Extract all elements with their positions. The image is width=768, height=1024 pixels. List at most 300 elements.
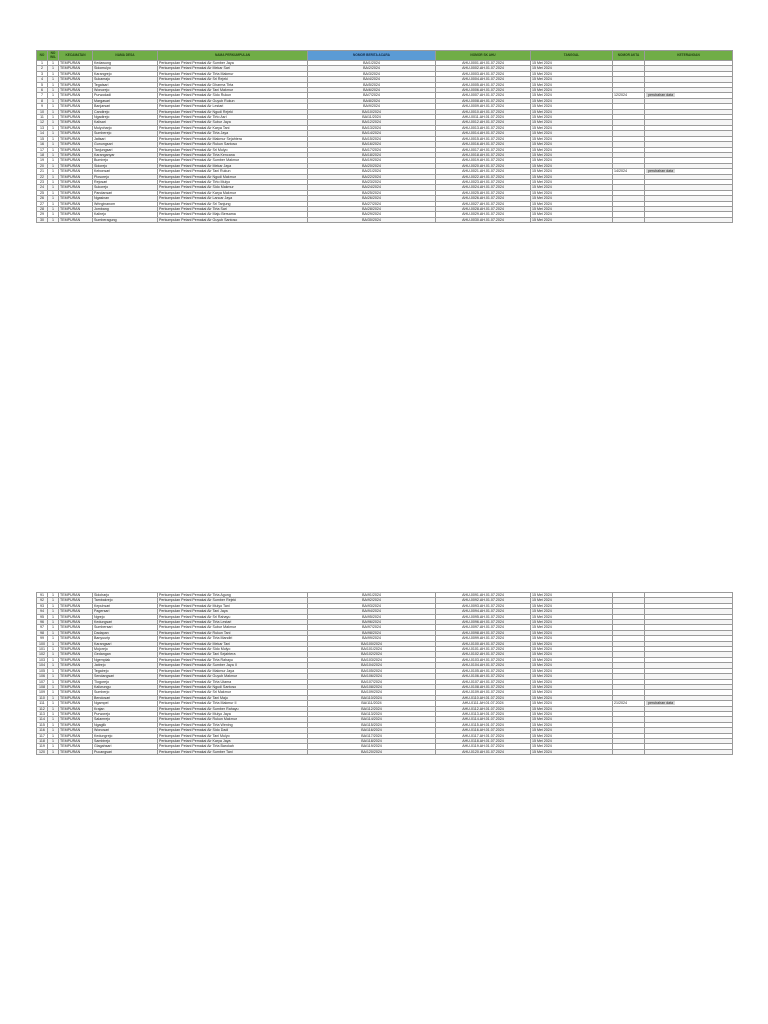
cell-wil: 1: [48, 98, 59, 103]
cell-kecamatan: TEMPURAN: [59, 174, 93, 179]
cell-nomor-ba: BA/13/2024: [308, 125, 436, 130]
cell-desa: Tegalrejo: [93, 668, 158, 673]
cell-nama: Perkumpulan Petani Pemakai Air Mekar Jaya: [158, 163, 308, 168]
cell-desa: Sumberjo: [93, 690, 158, 695]
cell-desa: Kedungrejo: [93, 733, 158, 738]
header-nama: NAMA PERKUMPULAN: [158, 51, 308, 61]
cell-kecamatan: TEMPURAN: [59, 147, 93, 152]
cell-desa: Bendosari: [93, 695, 158, 700]
cell-tanggal: 15 Mei 2024: [531, 125, 613, 130]
cell-tanggal: 15 Mei 2024: [531, 120, 613, 125]
cell-tanggal: 15 Mei 2024: [531, 109, 613, 114]
cell-nomor-ahu: AHU-0024.AH.01.07.2024: [436, 185, 531, 190]
cell-nama: Perkumpulan Petani Pemakai Air Tirta Kencana: [158, 152, 308, 157]
cell-nomor-ba: BA/104/2024: [308, 663, 436, 668]
cell-no: 113: [37, 711, 48, 716]
cell-tanggal: 15 Mei 2024: [531, 158, 613, 163]
cell-tanggal: 15 Mei 2024: [531, 711, 613, 716]
cell-tanggal: 15 Mei 2024: [531, 647, 613, 652]
cell-nomor-ahu: AHU-0097.AH.01.07.2024: [436, 625, 531, 630]
cell-nama: Perkumpulan Petani Pemakai Air Subur Makmur: [158, 625, 308, 630]
cell-desa: Krajan: [93, 706, 158, 711]
cell-no: 96: [37, 620, 48, 625]
cell-nama: Perkumpulan Petani Pemakai Air Mekar Tani: [158, 641, 308, 646]
cell-no: 118: [37, 738, 48, 743]
cell-nomor-ahu: AHU-0092.AH.01.07.2024: [436, 598, 531, 603]
cell-no: 23: [37, 179, 48, 184]
cell-kecamatan: TEMPURAN: [59, 71, 93, 76]
cell-nomor-akta: [613, 217, 645, 222]
cell-nomor-ahu: AHU-0026.AH.01.07.2024: [436, 196, 531, 201]
cell-wil: 1: [48, 136, 59, 141]
header-keterangan: KETERANGAN: [645, 51, 733, 61]
keterangan-highlight: perubahan data: [648, 169, 674, 174]
cell-no: 120: [37, 749, 48, 754]
cell-tanggal: 15 Mei 2024: [531, 738, 613, 743]
cell-desa: Candirejo: [93, 109, 158, 114]
cell-no: 10: [37, 109, 48, 114]
cell-no: 5: [37, 82, 48, 87]
cell-nomor-ahu: AHU-0029.AH.01.07.2024: [436, 212, 531, 217]
cell-no: 28: [37, 206, 48, 211]
cell-kecamatan: TEMPURAN: [59, 609, 93, 614]
cell-kecamatan: TEMPURAN: [59, 733, 93, 738]
cell-kecamatan: TEMPURAN: [59, 61, 93, 66]
cell-wil: 1: [48, 120, 59, 125]
cell-nomor-ba: BA/105/2024: [308, 668, 436, 673]
cell-wil: 1: [48, 744, 59, 749]
cell-nomor-ba: BA/101/2024: [308, 647, 436, 652]
cell-wil: 1: [48, 82, 59, 87]
cell-desa: Sukamaju: [93, 77, 158, 82]
cell-tanggal: 15 Mei 2024: [531, 77, 613, 82]
cell-nomor-ahu: AHU-0025.AH.01.07.2024: [436, 190, 531, 195]
cell-tanggal: 15 Mei 2024: [531, 131, 613, 136]
cell-nomor-ba: BA/6/2024: [308, 88, 436, 93]
cell-nomor-akta: 12/2024: [613, 93, 645, 98]
cell-kecamatan: TEMPURAN: [59, 711, 93, 716]
cell-nomor-ba: BA/20/2024: [308, 163, 436, 168]
cell-tanggal: 15 Mei 2024: [531, 598, 613, 603]
cell-nomor-ahu: AHU-0005.AH.01.07.2024: [436, 82, 531, 87]
cell-nomor-ba: BA/113/2024: [308, 711, 436, 716]
cell-desa: Kedawung: [93, 61, 158, 66]
cell-nama: Perkumpulan Petani Pemakai Air Sido Rukun: [158, 93, 308, 98]
cell-no: 114: [37, 717, 48, 722]
cell-desa: Kalirejo: [93, 212, 158, 217]
cell-no: 94: [37, 609, 48, 614]
cell-nomor-ahu: AHU-0118.AH.01.07.2024: [436, 738, 531, 743]
cell-kecamatan: TEMPURAN: [59, 749, 93, 754]
cell-desa: Bumirejo: [93, 158, 158, 163]
cell-desa: Banjarsari: [93, 104, 158, 109]
cell-nomor-ahu: AHU-0116.AH.01.07.2024: [436, 728, 531, 733]
table-header-row: [37, 51, 733, 61]
cell-desa: Sumberejo: [93, 131, 158, 136]
cell-no: 93: [37, 603, 48, 608]
cell-wil: 1: [48, 61, 59, 66]
cell-nama: Perkumpulan Petani Pemakai Air Dharma Tirta: [158, 82, 308, 87]
cell-nomor-ba: BA/11/2024: [308, 115, 436, 120]
cell-kecamatan: TEMPURAN: [59, 652, 93, 657]
cell-nama: Perkumpulan Petani Pemakai Air Guyub Rukun: [158, 98, 308, 103]
header-kecamatan: KECAMATAN: [59, 51, 93, 61]
cell-nama: Perkumpulan Petani Pemakai Air Tirto Asri: [158, 115, 308, 120]
cell-nomor-ba: BA/119/2024: [308, 744, 436, 749]
cell-desa: Purworejo: [93, 711, 158, 716]
cell-nomor-ba: BA/7/2024: [308, 93, 436, 98]
cell-tanggal: 15 Mei 2024: [531, 684, 613, 689]
cell-nomor-ba: BA/25/2024: [308, 190, 436, 195]
cell-desa: Sidorejo: [93, 163, 158, 168]
data-table-top: [36, 50, 733, 223]
cell-kecamatan: TEMPURAN: [59, 104, 93, 109]
cell-tanggal: 15 Mei 2024: [531, 701, 613, 706]
cell-nomor-ba: BA/110/2024: [308, 695, 436, 700]
cell-nomor-ahu: AHU-0108.AH.01.07.2024: [436, 684, 531, 689]
cell-kecamatan: TEMPURAN: [59, 115, 93, 120]
cell-kecamatan: TEMPURAN: [59, 163, 93, 168]
cell-kecamatan: TEMPURAN: [59, 722, 93, 727]
cell-tanggal: 15 Mei 2024: [531, 61, 613, 66]
cell-keterangan: [645, 217, 733, 222]
cell-no: 2: [37, 66, 48, 71]
cell-kecamatan: TEMPURAN: [59, 152, 93, 157]
cell-tanggal: 15 Mei 2024: [531, 728, 613, 733]
cell-desa: Jatisari: [93, 136, 158, 141]
cell-kecamatan: TEMPURAN: [59, 614, 93, 619]
cell-kecamatan: TEMPURAN: [59, 647, 93, 652]
cell-desa: Sumberagung: [93, 217, 158, 222]
cell-wil: 1: [48, 93, 59, 98]
header-tanggal: TANGGAL: [531, 51, 613, 61]
spreadsheet-page-bottom: [36, 592, 732, 755]
cell-nomor-ba: BA/109/2024: [308, 690, 436, 695]
cell-nama: Perkumpulan Petani Pemakai Air Tani Sejahtera: [158, 652, 308, 657]
cell-wil: 1: [48, 88, 59, 93]
cell-no: 14: [37, 131, 48, 136]
cell-nama: Perkumpulan Petani Pemakai Air Sido Mulyo: [158, 647, 308, 652]
cell-nama: Perkumpulan Petani Pemakai Air Lancar Jaya: [158, 196, 308, 201]
cell-tanggal: 15 Mei 2024: [531, 722, 613, 727]
cell-nomor-ahu: AHU-0006.AH.01.07.2024: [436, 88, 531, 93]
cell-no: 1: [37, 61, 48, 66]
cell-nama: Perkumpulan Petani Pemakai Air Ngudi Makmur: [158, 174, 308, 179]
cell-wil: 1: [48, 593, 59, 598]
cell-nomor-ba: BA/91/2024: [308, 593, 436, 598]
cell-nomor-ahu: AHU-0013.AH.01.07.2024: [436, 125, 531, 130]
cell-no: 3: [37, 71, 48, 76]
cell-desa: Ngasinan: [93, 196, 158, 201]
cell-nomor-ahu: AHU-0016.AH.01.07.2024: [436, 142, 531, 147]
table-row: [37, 217, 733, 222]
cell-desa: Wringinanom: [93, 201, 158, 206]
cell-nomor-ahu: AHU-0093.AH.01.07.2024: [436, 603, 531, 608]
cell-nomor-ba: BA/106/2024: [308, 674, 436, 679]
cell-nama: Perkumpulan Petani Pemakai Air Karya Tani: [158, 125, 308, 130]
cell-nomor-ba: BA/118/2024: [308, 738, 436, 743]
cell-nomor-ahu: AHU-0004.AH.01.07.2024: [436, 77, 531, 82]
cell-nama: Perkumpulan Petani Pemakai Air Subur Jaya: [158, 120, 308, 125]
cell-nama: Perkumpulan Petani Pemakai Air Tirta Wening: [158, 722, 308, 727]
cell-tanggal: 15 Mei 2024: [531, 652, 613, 657]
cell-tanggal: 15 Mei 2024: [531, 196, 613, 201]
cell-nama: Perkumpulan Petani Pemakai Air Guyub Santoso: [158, 217, 308, 222]
cell-nomor-ahu: AHU-0022.AH.01.07.2024: [436, 174, 531, 179]
cell-nama: Perkumpulan Petani Pemakai Air Tirto Mulyo: [158, 179, 308, 184]
cell-nomor-ahu: AHU-0019.AH.01.07.2024: [436, 158, 531, 163]
cell-wil: 1: [48, 684, 59, 689]
cell-nama: Perkumpulan Petani Pemakai Air Tani Maju: [158, 695, 308, 700]
cell-desa: Karangrejo: [93, 71, 158, 76]
cell-kecamatan: TEMPURAN: [59, 663, 93, 668]
cell-kecamatan: TEMPURAN: [59, 690, 93, 695]
cell-wil: 1: [48, 190, 59, 195]
cell-nomor-ba: BA/92/2024: [308, 598, 436, 603]
cell-nomor-ahu: AHU-0101.AH.01.07.2024: [436, 647, 531, 652]
cell-no: 15: [37, 136, 48, 141]
cell-kecamatan: TEMPURAN: [59, 630, 93, 635]
cell-tanggal: 15 Mei 2024: [531, 98, 613, 103]
cell-wil: 1: [48, 620, 59, 625]
cell-nomor-ba: BA/97/2024: [308, 625, 436, 630]
table-body-top: [37, 61, 733, 223]
cell-nomor-ba: BA/22/2024: [308, 174, 436, 179]
cell-no: 107: [37, 679, 48, 684]
data-table-bottom: [36, 592, 733, 755]
cell-tanggal: 15 Mei 2024: [531, 717, 613, 722]
cell-nomor-ahu: AHU-0098.AH.01.07.2024: [436, 630, 531, 635]
cell-nama: Perkumpulan Petani Pemakai Air Karya Makmur: [158, 190, 308, 195]
cell-no: 25: [37, 190, 48, 195]
cell-wil: 1: [48, 201, 59, 206]
cell-no: 26: [37, 196, 48, 201]
cell-nama: Perkumpulan Petani Pemakai Air Tirta Rahayu: [158, 657, 308, 662]
cell-desa: Sidomulyo: [93, 66, 158, 71]
cell-nomor-ba: BA/15/2024: [308, 136, 436, 141]
cell-kecamatan: TEMPURAN: [59, 88, 93, 93]
cell-wil: 1: [48, 104, 59, 109]
cell-nomor-ba: BA/10/2024: [308, 109, 436, 114]
cell-nama: Perkumpulan Petani Pemakai Air Tirta Lestari: [158, 620, 308, 625]
cell-no: 20: [37, 163, 48, 168]
cell-nomor-akta: 14/2024: [613, 169, 645, 174]
cell-nomor-ahu: AHU-0103.AH.01.07.2024: [436, 657, 531, 662]
cell-nomor-ahu: AHU-0102.AH.01.07.2024: [436, 652, 531, 657]
cell-kecamatan: TEMPURAN: [59, 82, 93, 87]
cell-no: 21: [37, 169, 48, 174]
cell-nama: Perkumpulan Petani Pemakai Air Mekar Sari: [158, 66, 308, 71]
cell-nomor-ba: BA/16/2024: [308, 142, 436, 147]
cell-tanggal: 15 Mei 2024: [531, 88, 613, 93]
cell-nomor-ba: BA/23/2024: [308, 179, 436, 184]
cell-nomor-ba: BA/117/2024: [308, 733, 436, 738]
cell-kecamatan: TEMPURAN: [59, 212, 93, 217]
cell-nomor-ahu: AHU-0112.AH.01.07.2024: [436, 706, 531, 711]
cell-tanggal: 15 Mei 2024: [531, 679, 613, 684]
cell-nomor-ba: BA/120/2024: [308, 749, 436, 754]
cell-nomor-ahu: AHU-0095.AH.01.07.2024: [436, 614, 531, 619]
cell-wil: 1: [48, 131, 59, 136]
cell-tanggal: 15 Mei 2024: [531, 620, 613, 625]
cell-nomor-ahu: AHU-0104.AH.01.07.2024: [436, 663, 531, 668]
cell-desa: Kalisari: [93, 120, 158, 125]
cell-wil: 1: [48, 657, 59, 662]
cell-nama: Perkumpulan Petani Pemakai Air Sumber Makmur: [158, 158, 308, 163]
header-nomor-ahu: NOMOR SK AHU: [436, 51, 531, 61]
cell-tanggal: 15 Mei 2024: [531, 115, 613, 120]
cell-kecamatan: TEMPURAN: [59, 98, 93, 103]
cell-nomor-ba: BA/93/2024: [308, 603, 436, 608]
cell-nama: Perkumpulan Petani Pemakai Air Tirta Makmur II: [158, 701, 308, 706]
cell-no: 11: [37, 115, 48, 120]
cell-no: 111: [37, 701, 48, 706]
cell-nomor-ba: BA/108/2024: [308, 684, 436, 689]
cell-no: 105: [37, 668, 48, 673]
cell-nomor-ahu: AHU-0017.AH.01.07.2024: [436, 147, 531, 152]
cell-desa: Tegalsari: [93, 82, 158, 87]
cell-nomor-ahu: AHU-0099.AH.01.07.2024: [436, 636, 531, 641]
cell-tanggal: 15 Mei 2024: [531, 71, 613, 76]
cell-wil: 1: [48, 185, 59, 190]
table-body-bottom: [37, 593, 733, 755]
cell-tanggal: 15 Mei 2024: [531, 744, 613, 749]
cell-nomor-ba: BA/3/2024: [308, 71, 436, 76]
cell-nama: Perkumpulan Petani Pemakai Air Guyub Makmur: [158, 674, 308, 679]
cell-nama: Perkumpulan Petani Pemakai Air Rukun Tani: [158, 630, 308, 635]
cell-wil: 1: [48, 603, 59, 608]
cell-nomor-ba: BA/114/2024: [308, 717, 436, 722]
cell-no: 112: [37, 706, 48, 711]
cell-kecamatan: TEMPURAN: [59, 142, 93, 147]
cell-nomor-ba: BA/29/2024: [308, 212, 436, 217]
keterangan-highlight: perubahan data: [648, 701, 674, 706]
cell-nomor-ahu: AHU-0012.AH.01.07.2024: [436, 120, 531, 125]
cell-nomor-ba: BA/14/2024: [308, 131, 436, 136]
cell-wil: 1: [48, 147, 59, 152]
cell-nomor-ahu: AHU-0109.AH.01.07.2024: [436, 690, 531, 695]
cell-kecamatan: TEMPURAN: [59, 657, 93, 662]
cell-nomor-ahu: AHU-0110.AH.01.07.2024: [436, 695, 531, 700]
cell-kecamatan: TEMPURAN: [59, 717, 93, 722]
cell-nomor-ba: BA/17/2024: [308, 147, 436, 152]
cell-wil: 1: [48, 652, 59, 657]
cell-kecamatan: TEMPURAN: [59, 77, 93, 82]
cell-nomor-ba: BA/19/2024: [308, 158, 436, 163]
cell-no: 119: [37, 744, 48, 749]
cell-wil: 1: [48, 174, 59, 179]
cell-nama: Perkumpulan Petani Pemakai Air Sri Makmur: [158, 690, 308, 695]
cell-wil: 1: [48, 690, 59, 695]
cell-tanggal: 15 Mei 2024: [531, 174, 613, 179]
cell-desa: Jatirejo: [93, 663, 158, 668]
cell-tanggal: 15 Mei 2024: [531, 185, 613, 190]
cell-kecamatan: TEMPURAN: [59, 185, 93, 190]
cell-no: 97: [37, 625, 48, 630]
cell-wil: 1: [48, 598, 59, 603]
cell-no: 13: [37, 125, 48, 130]
cell-no: 99: [37, 636, 48, 641]
cell-tanggal: 15 Mei 2024: [531, 163, 613, 168]
cell-nama: Perkumpulan Petani Pemakai Air Sumber Rahayu: [158, 706, 308, 711]
cell-wil: 1: [48, 663, 59, 668]
cell-wil: 1: [48, 674, 59, 679]
cell-nomor-ba: BA/8/2024: [308, 98, 436, 103]
cell-desa: Ngemplak: [93, 657, 158, 662]
cell-kecamatan: TEMPURAN: [59, 169, 93, 174]
cell-nomor-ahu: AHU-0018.AH.01.07.2024: [436, 152, 531, 157]
cell-tanggal: 15 Mei 2024: [531, 733, 613, 738]
cell-nomor-ba: BA/5/2024: [308, 82, 436, 87]
cell-nomor-ba: BA/100/2024: [308, 641, 436, 646]
cell-nama: Perkumpulan Petani Pemakai Air Sri Tanjung: [158, 201, 308, 206]
cell-desa: Sumbersari: [93, 625, 158, 630]
cell-keterangan: [645, 749, 733, 754]
cell-desa: Rejosari: [93, 179, 158, 184]
cell-desa: Banyuurip: [93, 636, 158, 641]
cell-no: 103: [37, 657, 48, 662]
cell-desa: Kedungsari: [93, 620, 158, 625]
cell-nama: Perkumpulan Petani Pemakai Air Tirta Jaya: [158, 131, 308, 136]
cell-desa: Tanjungsari: [93, 147, 158, 152]
cell-nomor-ba: BA/98/2024: [308, 630, 436, 635]
cell-nomor-ahu: AHU-0007.AH.01.07.2024: [436, 93, 531, 98]
cell-kecamatan: TEMPURAN: [59, 668, 93, 673]
cell-nomor-ba: BA/21/2024: [308, 169, 436, 174]
cell-nomor-ahu: AHU-0020.AH.01.07.2024: [436, 163, 531, 168]
cell-tanggal: 15 Mei 2024: [531, 147, 613, 152]
cell-no: 6: [37, 88, 48, 93]
cell-kecamatan: TEMPURAN: [59, 136, 93, 141]
cell-wil: 1: [48, 71, 59, 76]
cell-desa: Karangsari: [93, 641, 158, 646]
cell-nomor-ahu: AHU-0030.AH.01.07.2024: [436, 217, 531, 222]
cell-desa: Tlogorejo: [93, 679, 158, 684]
cell-kecamatan: TEMPURAN: [59, 190, 93, 195]
cell-nomor-ba: BA/111/2024: [308, 701, 436, 706]
cell-nama: Perkumpulan Petani Pemakai Air Sumber Jaya: [158, 61, 308, 66]
cell-nomor-ba: BA/107/2024: [308, 679, 436, 684]
cell-kecamatan: TEMPURAN: [59, 217, 93, 222]
cell-no: 117: [37, 733, 48, 738]
cell-wil: 1: [48, 695, 59, 700]
cell-kecamatan: TEMPURAN: [59, 684, 93, 689]
cell-desa: Purwodadi: [93, 93, 158, 98]
cell-no: 95: [37, 614, 48, 619]
table-row: [37, 749, 733, 754]
cell-nomor-ahu: AHU-0001.AH.01.07.2024: [436, 61, 531, 66]
cell-tanggal: 15 Mei 2024: [531, 82, 613, 87]
cell-nomor-ba: BA/28/2024: [308, 206, 436, 211]
cell-nama: Perkumpulan Petani Pemakai Air Sumber Jaya II: [158, 663, 308, 668]
cell-tanggal: 15 Mei 2024: [531, 603, 613, 608]
cell-tanggal: 15 Mei 2024: [531, 142, 613, 147]
cell-no: 4: [37, 77, 48, 82]
cell-nomor-ahu: AHU-0117.AH.01.07.2024: [436, 733, 531, 738]
cell-desa: Kaliwungu: [93, 684, 158, 689]
cell-nomor-ahu: AHU-0106.AH.01.07.2024: [436, 674, 531, 679]
cell-nama: Perkumpulan Petani Pemakai Air Sido Dadi: [158, 728, 308, 733]
cell-nomor-ahu: AHU-0002.AH.01.07.2024: [436, 66, 531, 71]
cell-nomor-ba: BA/115/2024: [308, 722, 436, 727]
cell-desa: Plosorejo: [93, 174, 158, 179]
cell-wil: 1: [48, 630, 59, 635]
cell-nama: Perkumpulan Petani Pemakai Air Sri Rahayu: [158, 614, 308, 619]
header-desa: NAMA DESA: [93, 51, 158, 61]
cell-kecamatan: TEMPURAN: [59, 93, 93, 98]
cell-wil: 1: [48, 647, 59, 652]
cell-wil: 1: [48, 711, 59, 716]
